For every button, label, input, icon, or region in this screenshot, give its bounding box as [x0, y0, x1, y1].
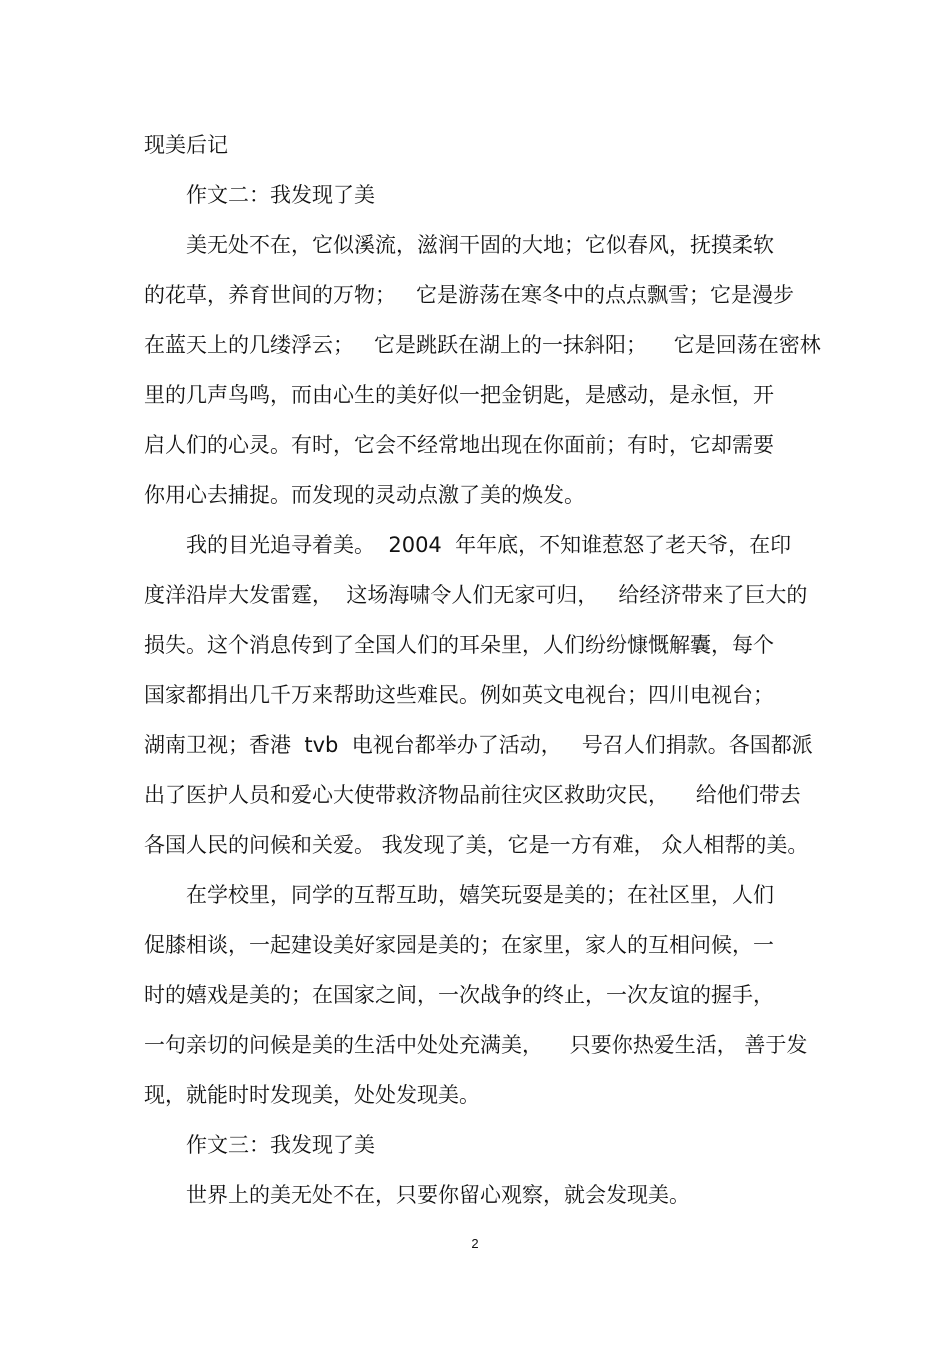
- text-line: 世界上的美无处不在，只要你留心观察，就会发现美。: [186, 1183, 690, 1207]
- text-line: 的花草，养育世间的万物； 它是游荡在寒冬中的点点飘雪；它是漫步: [144, 283, 795, 307]
- text-line: 国家都捐出几千万来帮助这些难民。例如英文电视台；四川电视台；: [144, 683, 774, 707]
- text-line: 一句亲切的问候是美的生活中处处充满美， 只要你热爱生活， 善于发: [144, 1033, 808, 1057]
- text-line: 在蓝天上的几缕浮云； 它是跳跃在湖上的一抹斜阳； 它是回荡在密林: [144, 333, 821, 357]
- essay-heading: 作文三：我发现了美: [186, 1133, 375, 1157]
- text-line: 湖南卫视；香港 tvb 电视台都举办了活动， 号召人们捐款。各国都派: [144, 733, 813, 757]
- text-line: 启人们的心灵。有时，它会不经常地出现在你面前；有时，它却需要: [144, 433, 774, 457]
- page-number: 2: [471, 1236, 479, 1251]
- text-line: 出了医护人员和爱心大使带救济物品前往灾区救助灾民， 给他们带去: [144, 783, 801, 807]
- text-line: 时的嬉戏是美的；在国家之间，一次战争的终止，一次友谊的握手，: [144, 983, 774, 1007]
- text-line: 促膝相谈，一起建设美好家园是美的；在家里，家人的互相问候，一: [144, 933, 774, 957]
- text-line: 各国人民的问候和关爱。 我发现了美，它是一方有难， 众人相帮的美。: [144, 833, 809, 857]
- text-line: 损失。这个消息传到了全国人们的耳朵里，人们纷纷慷慨解囊，每个: [144, 633, 774, 657]
- text-line: 现美后记: [144, 133, 228, 157]
- essay-heading: 作文二：我发现了美: [186, 183, 375, 207]
- text-line: 现，就能时时发现美，处处发现美。: [144, 1083, 480, 1107]
- text-line: 美无处不在，它似溪流，滋润干固的大地；它似春风，抚摸柔软: [186, 233, 774, 257]
- text-line: 你用心去捕捉。而发现的灵动点激了美的焕发。: [144, 483, 585, 507]
- text-line: 度洋沿岸大发雷霆， 这场海啸令人们无家可归， 给经济带来了巨大的: [144, 583, 808, 607]
- text-line: 里的几声鸟鸣，而由心生的美好似一把金钥匙，是感动，是永恒，开: [144, 383, 774, 407]
- text-line: 我的目光追寻着美。 2004 年年底，不知谁惹怒了老天爷，在印: [186, 533, 792, 557]
- text-line: 在学校里，同学的互帮互助，嬉笑玩耍是美的；在社区里，人们: [186, 883, 774, 907]
